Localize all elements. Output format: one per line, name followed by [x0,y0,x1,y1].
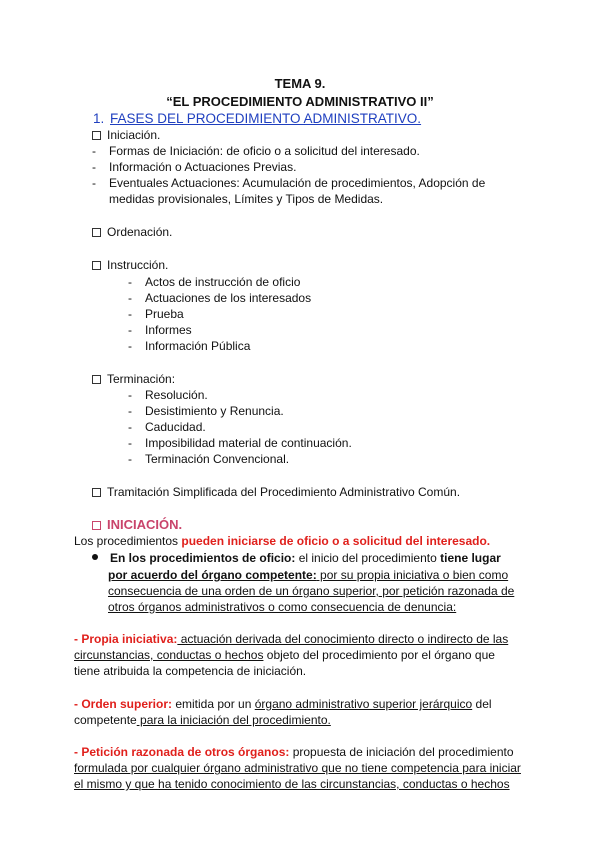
propia-line-3: tiene atribuida la competencia de iniciación. [74,664,307,678]
propia-line-2: circunstancias, conductas o hechos objeto del procedimiento por el órgano que [74,648,495,662]
checkbox-square-icon [92,261,101,270]
document-page: TEMA 9. “EL PROCEDIMIENTO ADMINISTRATIVO II” 1. FASES DEL PROCEDIMIENTO ADMINISTRATIVO. Iniciación. - Formas de Iniciación: de oficio o a solicitud del interesado. - Información o Actuaciones Previas. - Eventuales Actuaciones: Acumulación de procedimientos, Adopción de medidas provisionales, Límites y Tipos de Medidas. Ordenación. Instrucción. - Actos de instrucción de oficio - Actuaciones de los interesados - Prueba - Informes - Información Pública Terminación: - Resolución. - Desistimiento y Renuncia. - Caducidad. - Imposibilidad material de continuación. - Terminación Convencional. Tramitación Simplificada del Procedimiento Administrativo Común. INICIACIÓN. Los procedimientos pueden iniciarse de oficio o a solicitud del interesado. En los procedimientos de oficio: el inicio del procedimiento tiene lugar por acuerdo del órgano competente: por su propia iniciativa o bien como consecuencia de una orden de un órgano superior, por petición razonada de otros órganos administrativos o como consecuencia de denuncia: - Propia iniciativa: actuación derivada del conocimiento directo o indirecto de las circunstancias, conductas o hechos objeto del procedimiento por el órgano que tiene atribuida la competencia de iniciación. - Orden superior: emitida por un órgano administrativo superior jerárquico del competente para la iniciación del procedimiento. - Petición razonada de otros órganos: propuesta de iniciación del procedimiento formulada por cualquier órgano administrativo que no tiene competencia para iniciar el mismo y que ha tenido conocimiento de las circunstancias, conductas o hechos [0,0,600,848]
list-item: Información Pública [145,339,251,353]
list-item: Informes [145,323,192,337]
list-item: Información o Actuaciones Previas. [109,160,297,174]
checkbox-square-icon [92,521,101,530]
checkbox-square-icon [92,375,101,384]
peticion-line-1: - Petición razonada de otros órganos: propuesta de iniciación del procedimiento [74,745,514,759]
list-item: Actuaciones de los interesados [145,291,312,305]
list-item: Actos de instrucción de oficio [145,275,301,289]
phase-iniciacion-label: Iniciación. [107,128,161,142]
list-item: Prueba [145,307,184,321]
checkbox-square-icon [92,488,101,497]
phase-tramitacion-label: Tramitación Simplificada del Procedimiento Administrativo Común. [107,485,461,499]
list-item: - [92,144,96,158]
list-item: Imposibilidad material de continuación. [145,436,352,450]
phase-tramitacion [92,485,460,500]
list-item: Resolución. [145,388,208,402]
list-item: Desistimiento y Renuncia. [145,404,284,418]
propia-line-1: - Propia iniciativa: actuación derivada del conocimiento directo o indirecto de las [74,632,509,646]
phase-instruccion [92,258,168,273]
checkbox-square-icon [92,131,101,140]
phase-iniciacion [92,128,160,143]
list-item: Eventuales Actuaciones: Acumulación de procedimientos, Adopción de [109,176,486,190]
doc-subtitle: “EL PROCEDIMIENTO ADMINISTRATIVO II” [166,94,434,109]
list-item: - [92,160,96,174]
phase-ordenacion [92,225,172,240]
doc-title: TEMA 9. [274,76,326,91]
list-item: Caducidad. [145,420,206,434]
bullet-line-4: otros órganos administrativos o como consecuencia de denuncia: [108,600,457,614]
list-item: Terminación Convencional. [145,452,290,466]
orden-line-1: - Orden superior: emitida por un órgano administrativo superior jerárquico del [74,697,492,711]
section-1-title: FASES DEL PROCEDIMIENTO ADMINISTRATIVO. [110,111,422,126]
list-item-continued: medidas provisionales, Límites y Tipos de Medidas. [109,192,384,206]
peticion-line-2: formulada por cualquier órgano administrativo que no tiene competencia para iniciar [74,761,521,775]
peticion-line-3: el mismo y que ha tenido conocimiento de las circunstancias, conductas o hechos [74,777,510,791]
phase-terminacion-label: Terminación: [107,372,176,386]
phase-terminacion [92,372,175,387]
section-1-number: 1. [93,111,105,126]
bullet-line-2: por acuerdo del órgano competente: por su propia iniciativa o bien como [108,568,509,582]
bullet-dot-icon [92,551,98,566]
intro-paragraph: Los procedimientos pueden iniciarse de oficio o a solicitud del interesado. [74,534,491,548]
bullet-line-3: consecuencia de una orden de un órgano superior, por petición razonada de [108,584,515,598]
checkbox-square-icon [92,228,101,237]
bullet-line-1: En los procedimientos de oficio: el inicio del procedimiento tiene lugar [110,551,501,565]
phase-instruccion-label: Instrucción. [107,258,169,272]
list-item: Formas de Iniciación: de oficio o a solicitud del interesado. [109,144,420,158]
section-iniciacion-heading: INICIACIÓN. [92,517,182,532]
phase-ordenacion-label: Ordenación. [107,225,173,239]
orden-line-2: competente para la iniciación del procedimiento. [74,713,331,727]
list-item: - [92,176,96,190]
